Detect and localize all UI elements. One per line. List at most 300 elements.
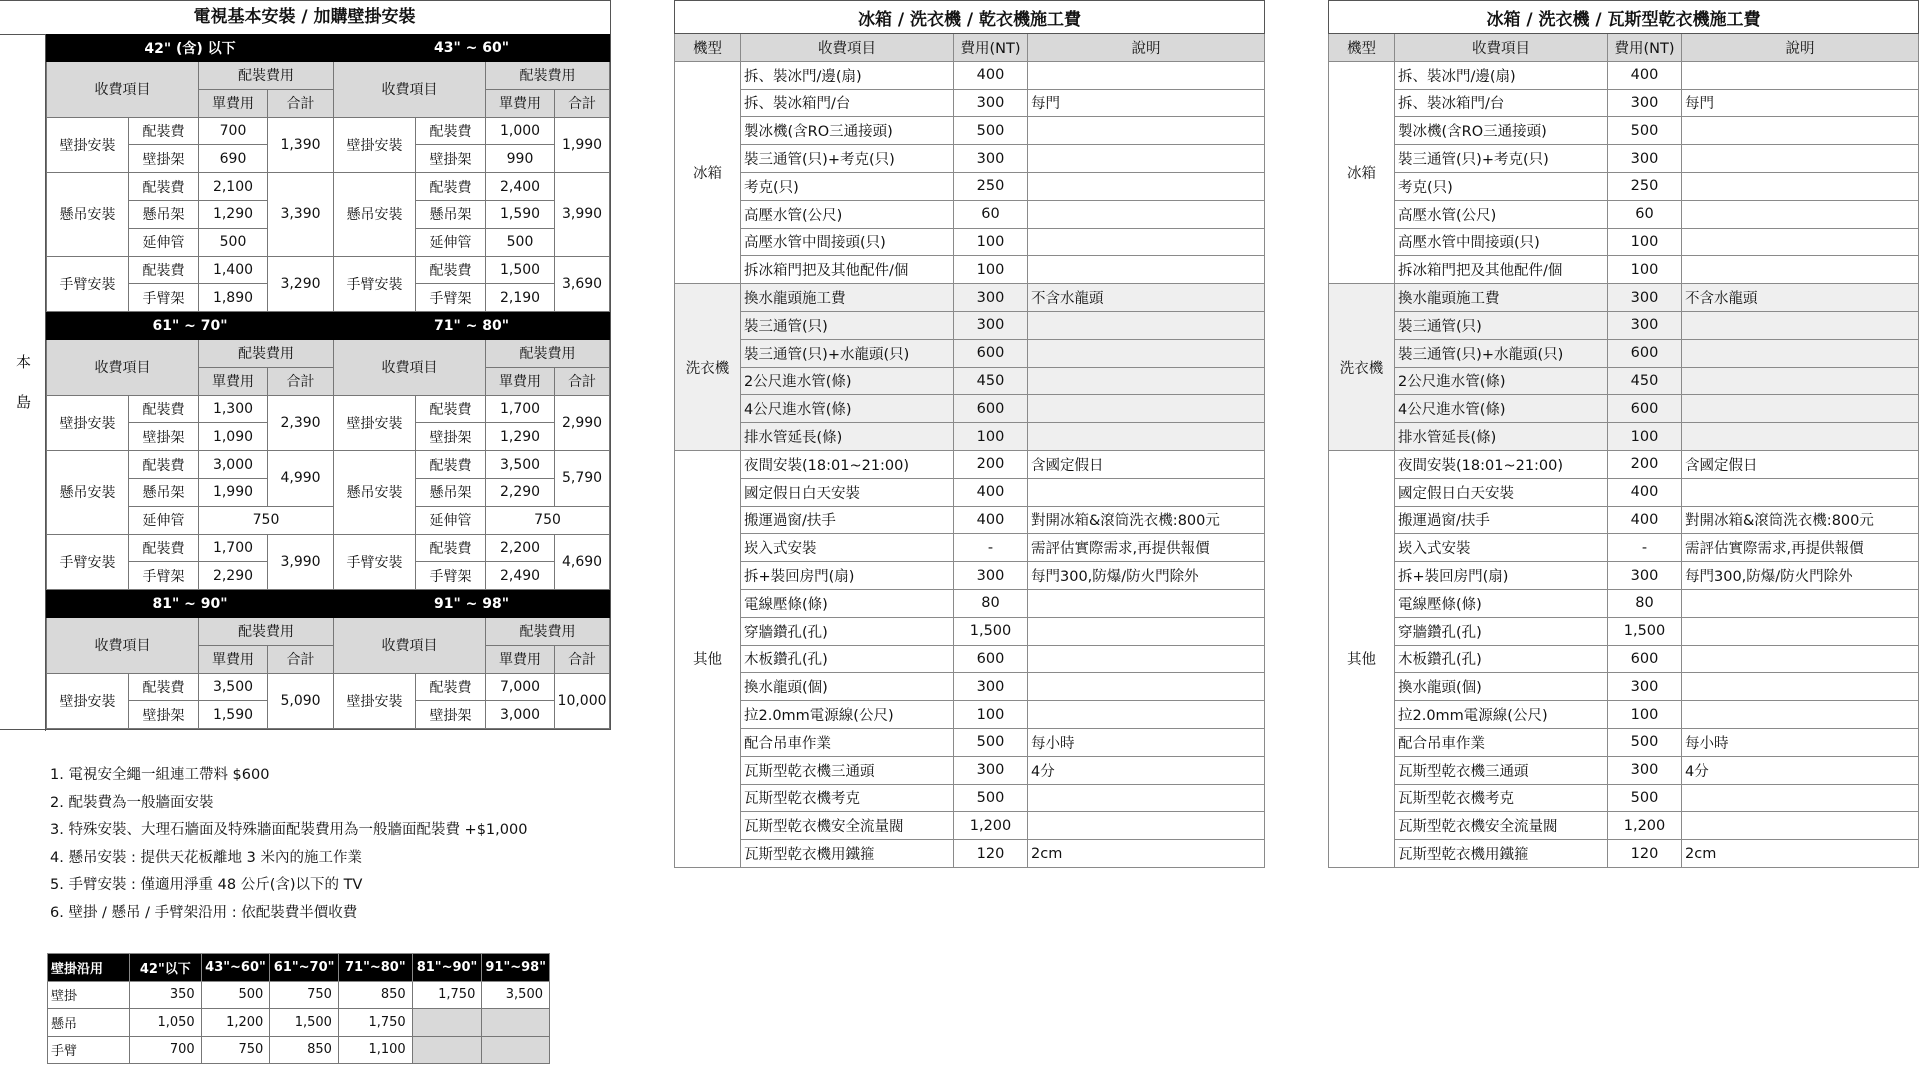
component-name: 懸吊架 [129,478,199,506]
reuse-fee: 3,500 [482,981,550,1009]
reuse-fee: 1,750 [338,1009,412,1037]
table-row [675,673,1265,701]
table-row [1329,673,1919,701]
size-header-row [47,591,610,618]
fee-item: 配合吊車作業 [1395,728,1608,756]
fee-item: 2公尺進水管(條) [741,367,954,395]
appliance-category: 洗衣機 [675,284,741,451]
column-header: 說明 [1028,34,1265,62]
fee-item: 夜間安裝(18:01~21:00) [1395,450,1608,478]
note-line: 2. 配裝費為一般牆面安裝 [50,794,214,811]
tv-size-table [46,34,610,312]
fee-header: 配裝費用 [199,340,334,368]
table-row [47,506,610,534]
fee-item: 高壓水管(公尺) [1395,200,1608,228]
fee-amount: 300 [954,284,1028,312]
unit-fee-header: 單費用 [486,89,555,117]
fee-amount: 600 [954,339,1028,367]
fee-amount: 500 [1608,117,1682,145]
fee-amount: 600 [954,645,1028,673]
install-type: 壁掛安裝 [47,673,129,729]
fee-note: 每門 [1682,89,1919,117]
table-row [1329,617,1919,645]
component-fee: 1,700 [199,534,268,562]
component-fee: 1,590 [486,200,555,228]
reuse-fee [482,1036,550,1064]
fee-amount: 300 [954,89,1028,117]
component-fee: 750 [199,506,334,534]
component-fee: 1,990 [199,478,268,506]
fee-note: 不含水龍頭 [1682,284,1919,312]
component-fee: 1,500 [486,256,555,284]
component-fee: 1,890 [199,284,268,312]
fee-item: 裝三通管(只)+水龍頭(只) [741,339,954,367]
fee-note: 2cm [1682,840,1919,868]
component-fee: 1,290 [199,200,268,228]
component-name: 壁掛架 [416,423,486,451]
table-row [675,284,1265,312]
fee-note [1682,367,1919,395]
fee-amount: 100 [1608,423,1682,451]
table-row [1329,728,1919,756]
fee-note [1682,673,1919,701]
component-name: 手臂架 [129,284,199,312]
component-name: 配裝費 [416,395,486,423]
reuse-fee [412,1036,482,1064]
region-char-1: 本 [16,353,32,371]
table-row [675,506,1265,534]
table-row [1329,145,1919,173]
fee-amount: 100 [1608,701,1682,729]
fee-note [1028,172,1265,200]
component-name: 配裝費 [129,173,199,201]
total-header: 合計 [268,367,334,395]
fee-note: 每門 [1028,89,1265,117]
component-name: 配裝費 [416,451,486,479]
table-row [675,450,1265,478]
appliance-category: 冰箱 [675,61,741,283]
component-fee: 3,500 [199,673,268,701]
install-total: 3,990 [268,534,334,590]
install-total: 2,990 [555,395,610,451]
table-row [675,562,1265,590]
table-row [1329,172,1919,200]
table-row [1329,311,1919,339]
fee-amount: 500 [1608,784,1682,812]
fee-amount: 300 [1608,311,1682,339]
fee-amount: - [954,534,1028,562]
fee-amount: 450 [954,367,1028,395]
fee-amount: 300 [1608,145,1682,173]
panel-title-row [1329,1,1919,34]
table-row [1329,284,1919,312]
fee-note: 每門300,防爆/防火門除外 [1682,562,1919,590]
component-name: 配裝費 [129,256,199,284]
install-total: 2,390 [268,395,334,451]
fee-note [1682,423,1919,451]
fee-header: 配裝費用 [486,340,610,368]
fee-note [1682,589,1919,617]
fee-note [1682,311,1919,339]
reuse-fee: 850 [338,981,412,1009]
fee-item: 換水龍頭施工費 [741,284,954,312]
appliance-panel-2 [1328,0,1918,868]
fee-amount: 60 [954,200,1028,228]
reuse-fee: 750 [270,981,339,1009]
component-fee: 2,490 [486,562,555,590]
install-type: 手臂安裝 [334,534,416,590]
install-type: 懸吊安裝 [334,451,416,534]
fee-header: 配裝費用 [486,618,610,646]
fee-item: 4公尺進水管(條) [741,395,954,423]
fee-note [1682,256,1919,284]
component-name: 延伸管 [129,506,199,534]
component-name: 懸吊架 [416,200,486,228]
table-row [675,617,1265,645]
fee-amount: 100 [954,228,1028,256]
table-row [47,256,610,284]
table-row [1329,840,1919,868]
fee-item: 瓦斯型乾衣機考克 [1395,784,1608,812]
fee-amount: 300 [954,311,1028,339]
appliance-category: 洗衣機 [1329,284,1395,451]
reuse-type: 懸吊 [48,1009,130,1037]
table-row [675,728,1265,756]
item-header: 收費項目 [334,618,486,674]
fee-item: 排水管延長(條) [1395,423,1608,451]
fee-note [1028,311,1265,339]
component-name: 配裝費 [129,451,199,479]
table-row [675,172,1265,200]
table-row [675,423,1265,451]
column-header-row [1329,34,1919,62]
fee-note [1028,145,1265,173]
component-name: 配裝費 [416,117,486,145]
column-header: 收費項目 [741,34,954,62]
component-fee: 750 [486,506,610,534]
component-name: 配裝費 [129,117,199,145]
fee-item: 製冰機(含RO三通接頭) [1395,117,1608,145]
fee-item: 拆冰箱門把及其他配件/個 [1395,256,1608,284]
install-total: 3,690 [555,256,610,312]
fee-item: 瓦斯型乾衣機安全流量閥 [741,812,954,840]
fee-note [1682,339,1919,367]
unit-fee-header: 單費用 [199,645,268,673]
fee-item: 換水龍頭(個) [741,673,954,701]
fee-amount: 100 [1608,256,1682,284]
component-fee: 2,100 [199,173,268,201]
fee-note: 不含水龍頭 [1028,284,1265,312]
fee-amount: 300 [1608,562,1682,590]
unit-fee-header: 單費用 [486,367,555,395]
fee-note: 需評估實際需求,再提供報價 [1682,534,1919,562]
table-row [1329,562,1919,590]
fee-item: 木板鑽孔(孔) [741,645,954,673]
region-label [0,34,46,731]
table-row [1329,812,1919,840]
table-row [675,395,1265,423]
component-name: 手臂架 [416,562,486,590]
fee-amount: 200 [1608,450,1682,478]
install-total: 1,390 [268,117,334,173]
fee-item: 換水龍頭(個) [1395,673,1608,701]
fee-note [1028,395,1265,423]
fee-amount: 600 [954,395,1028,423]
fee-item: 拆、裝冰門/邊(扇) [1395,61,1608,89]
fee-amount: 400 [954,478,1028,506]
reuse-fee: 850 [270,1036,339,1064]
fee-note [1682,645,1919,673]
install-total: 4,690 [555,534,610,590]
fee-item: 裝三通管(只) [1395,311,1608,339]
unit-fee-header: 單費用 [199,367,268,395]
component-fee: 1,590 [199,701,268,729]
fee-item: 電線壓條(條) [741,589,954,617]
fee-item: 電線壓條(條) [1395,589,1608,617]
fee-amount: 120 [954,840,1028,868]
table-row [675,589,1265,617]
total-header: 合計 [555,367,610,395]
fee-note: 需評估實際需求,再提供報價 [1028,534,1265,562]
component-fee: 2,290 [199,562,268,590]
install-total: 5,090 [268,673,334,729]
table-row [675,784,1265,812]
fee-amount: 500 [1608,728,1682,756]
component-fee: 700 [199,117,268,145]
tv-size-table [46,312,610,590]
fee-note: 每門300,防爆/防火門除外 [1028,562,1265,590]
fee-note: 含國定假日 [1028,450,1265,478]
table-row [47,534,610,562]
install-total: 3,290 [268,256,334,312]
panel-title-row [675,1,1265,34]
reuse-row [48,981,550,1009]
table-row [675,756,1265,784]
table-row [1329,367,1919,395]
fee-amount: 500 [954,728,1028,756]
fee-note [1682,228,1919,256]
component-fee: 1,400 [199,256,268,284]
fee-amount: 300 [1608,756,1682,784]
table-row [1329,784,1919,812]
component-fee: 1,000 [486,117,555,145]
item-header: 收費項目 [47,62,199,118]
reuse-fee: 750 [201,1036,270,1064]
size-range-label: 71" ~ 80" [334,313,610,340]
install-type: 手臂安裝 [47,256,129,312]
total-header: 合計 [268,645,334,673]
reuse-header-cell: 61"~70" [270,954,339,982]
table-row [1329,645,1919,673]
total-header: 合計 [555,645,610,673]
fee-note: 每小時 [1682,728,1919,756]
fee-note: 對開冰箱&滾筒洗衣機:800元 [1028,506,1265,534]
fee-item: 拆、裝冰門/邊(扇) [741,61,954,89]
install-type: 壁掛安裝 [334,673,416,729]
table-row [47,395,610,423]
component-name: 配裝費 [129,534,199,562]
fee-amount: 300 [1608,89,1682,117]
fee-amount: 100 [1608,228,1682,256]
note-line: 6. 壁掛 / 懸吊 / 手臂架沿用 : 依配裝費半價收費 [50,904,358,921]
reuse-fee: 700 [129,1036,201,1064]
table-row [675,145,1265,173]
fee-item: 國定假日白天安裝 [1395,478,1608,506]
component-fee: 2,290 [486,478,555,506]
fee-note [1028,673,1265,701]
install-total: 3,990 [555,173,610,256]
fee-amount: 300 [954,562,1028,590]
fee-amount: 1,200 [1608,812,1682,840]
component-fee: 3,000 [199,451,268,479]
table-row [1329,395,1919,423]
size-range-label: 43" ~ 60" [334,35,610,62]
component-name: 手臂架 [416,284,486,312]
reuse-fee: 1,200 [201,1009,270,1037]
reuse-header-cell: 42"以下 [129,954,201,982]
fee-item: 換水龍頭施工費 [1395,284,1608,312]
fee-item: 拉2.0mm電源線(公尺) [741,701,954,729]
fee-note: 4分 [1028,756,1265,784]
fee-item: 裝三通管(只)+考克(只) [741,145,954,173]
table-row [675,645,1265,673]
fee-amount: 1,500 [954,617,1028,645]
fee-note [1028,645,1265,673]
table-row [47,173,610,201]
fee-note: 含國定假日 [1682,450,1919,478]
table-row [675,311,1265,339]
table-row [675,256,1265,284]
install-type: 壁掛安裝 [47,395,129,451]
fee-amount: 600 [1608,395,1682,423]
table-row [675,117,1265,145]
table-row [1329,589,1919,617]
fee-header: 配裝費用 [486,62,610,90]
component-name: 懸吊架 [416,478,486,506]
item-header: 收費項目 [47,618,199,674]
component-name: 配裝費 [416,673,486,701]
reuse-header-cell: 81"~90" [412,954,482,982]
fee-amount: 80 [954,589,1028,617]
component-name: 延伸管 [416,228,486,256]
total-header: 合計 [555,89,610,117]
fee-amount: 100 [954,701,1028,729]
fee-note: 2cm [1028,840,1265,868]
total-header: 合計 [268,89,334,117]
fee-amount: 100 [954,256,1028,284]
item-header: 收費項目 [334,340,486,396]
fee-item: 高壓水管(公尺) [741,200,954,228]
fee-item: 拉2.0mm電源線(公尺) [1395,701,1608,729]
fee-note [1028,812,1265,840]
table-row [1329,89,1919,117]
fee-note [1028,200,1265,228]
table-row [675,367,1265,395]
reuse-row [48,1036,550,1064]
mount-reuse-table [47,953,550,1064]
fee-item: 搬運過窗/扶手 [1395,506,1608,534]
install-total: 10,000 [555,673,610,729]
fee-item: 夜間安裝(18:01~21:00) [741,450,954,478]
fee-amount: 300 [1608,284,1682,312]
fee-note [1682,145,1919,173]
reuse-fee: 1,050 [129,1009,201,1037]
table-row [675,228,1265,256]
fee-item: 穿牆鑽孔(孔) [741,617,954,645]
fee-amount: 80 [1608,589,1682,617]
install-type: 懸吊安裝 [47,173,129,256]
fee-item: 考克(只) [1395,172,1608,200]
fee-item: 瓦斯型乾衣機考克 [741,784,954,812]
fee-item: 穿牆鑽孔(孔) [1395,617,1608,645]
fee-amount: 600 [1608,339,1682,367]
column-header: 機型 [675,34,741,62]
fee-item: 拆、裝冰箱門/台 [1395,89,1608,117]
fee-item: 木板鑽孔(孔) [1395,645,1608,673]
fee-item: 2公尺進水管(條) [1395,367,1608,395]
install-type: 手臂安裝 [47,534,129,590]
fee-note [1028,478,1265,506]
note-line: 4. 懸吊安裝 : 提供天花板離地 3 米內的施工作業 [50,849,362,866]
component-name: 配裝費 [416,256,486,284]
install-total: 1,990 [555,117,610,173]
fee-note [1682,617,1919,645]
fee-amount: 100 [954,423,1028,451]
fee-item: 崁入式安裝 [741,534,954,562]
fee-note [1028,367,1265,395]
fee-note [1028,423,1265,451]
fee-amount: 200 [954,450,1028,478]
table-row [1329,701,1919,729]
fee-item: 配合吊車作業 [741,728,954,756]
size-range-label: 42" (含) 以下 [47,35,334,62]
fee-amount: 1,200 [954,812,1028,840]
component-fee: 990 [486,145,555,173]
fee-item: 考克(只) [741,172,954,200]
size-range-label: 81" ~ 90" [47,591,334,618]
component-name: 延伸管 [129,228,199,256]
note-line: 5. 手臂安裝 : 僅適用淨重 48 公斤(含)以下的 TV [50,877,363,894]
fee-item: 拆冰箱門把及其他配件/個 [741,256,954,284]
fee-amount: 400 [1608,61,1682,89]
reuse-fee: 1,750 [412,981,482,1009]
fee-item: 高壓水管中間接頭(只) [741,228,954,256]
install-total: 5,790 [555,451,610,507]
fee-note: 每小時 [1028,728,1265,756]
component-name: 壁掛架 [416,145,486,173]
tv-size-table [46,590,610,729]
install-total: 3,390 [268,173,334,256]
reuse-header-cell: 43"~60" [201,954,270,982]
fee-note [1028,617,1265,645]
fee-header: 配裝費用 [199,618,334,646]
component-fee: 500 [486,228,555,256]
fee-amount: 450 [1608,367,1682,395]
fee-amount: 600 [1608,645,1682,673]
fee-item: 高壓水管中間接頭(只) [1395,228,1608,256]
component-fee: 1,290 [486,423,555,451]
fee-item: 裝三通管(只)+考克(只) [1395,145,1608,173]
appliance-category: 冰箱 [1329,61,1395,283]
component-name: 延伸管 [416,506,486,534]
note-line: 3. 特殊安裝、大理石牆面及特殊牆面配裝費用為一般牆面配裝費 +$1,000 [50,822,528,839]
reuse-header-cell: 71"~80" [338,954,412,982]
reuse-type: 手臂 [48,1036,130,1064]
fee-amount: 500 [954,784,1028,812]
unit-fee-header: 單費用 [486,645,555,673]
component-name: 懸吊架 [129,200,199,228]
fee-item: 4公尺進水管(條) [1395,395,1608,423]
